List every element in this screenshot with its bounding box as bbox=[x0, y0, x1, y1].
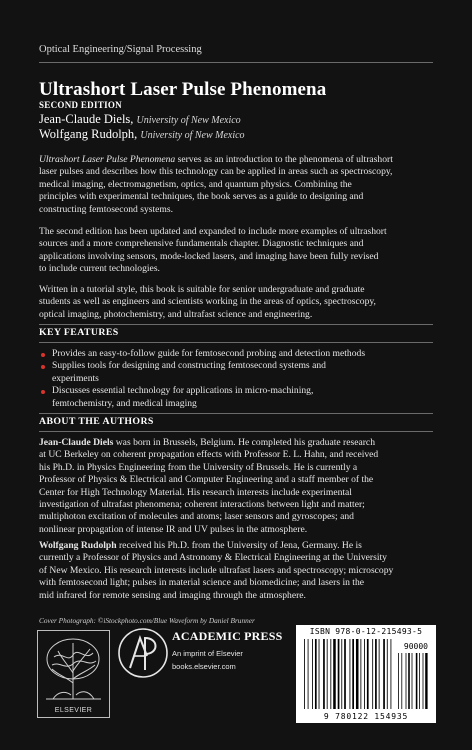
text-line: his Ph.D. in Physics Engineering from the University of Brussels. He is currently a bbox=[39, 461, 358, 473]
author-affiliation: University of New Mexico bbox=[140, 130, 245, 141]
text-line: femtochemistry, and medical imaging bbox=[52, 397, 197, 409]
series-label: Optical Engineering/Signal Processing bbox=[39, 44, 202, 55]
text-line: nonlinear propagation of intense IR and UV pulses in the atmosphere. bbox=[39, 523, 308, 535]
text-line: sources and a more comprehensive fundamentals chapter. Diagnostic techniques and bbox=[39, 238, 364, 250]
author-affiliation: University of New Mexico bbox=[136, 115, 241, 126]
divider bbox=[39, 342, 433, 343]
text-line: currently a Professor of Physics and Astronomy & Electrical Engineering at the University bbox=[39, 552, 387, 564]
isbn-number: ISBN 978-0-12-215493-5 bbox=[309, 627, 423, 636]
bullet-icon bbox=[41, 365, 45, 369]
barcode-bars-icon bbox=[296, 625, 436, 723]
key-features-heading: KEY FEATURES bbox=[39, 327, 119, 338]
text-line: applications involving sensors, mode-locked lasers, and imaging have been fully revised bbox=[39, 250, 379, 262]
divider bbox=[39, 62, 433, 63]
isbn-barcode bbox=[296, 625, 436, 723]
bio-name: Wolfgang Rudolph bbox=[39, 540, 117, 551]
text-line: multiphoton excitation of molecules and atoms; laser sensors and gyroscopes; and bbox=[39, 511, 354, 523]
bio-rudolph bbox=[39, 540, 439, 602]
book-title: Ultrashort Laser Pulse Phenomena bbox=[39, 79, 327, 100]
text-line: The second edition has been updated and expanded to include more examples of ultrashort bbox=[39, 226, 387, 237]
description-paragraph-3 bbox=[39, 284, 439, 321]
list-item bbox=[39, 385, 429, 410]
text-line: to include current technologies. bbox=[39, 263, 160, 275]
divider bbox=[39, 413, 433, 414]
publisher-block bbox=[172, 629, 282, 671]
price-code: 90000 bbox=[403, 642, 428, 651]
text-line: was born in Brussels, Belgium. He completed his graduate research bbox=[113, 437, 375, 448]
text-line: Discusses essential technology for applications in micro-machining, bbox=[52, 385, 314, 397]
elsevier-tree-icon bbox=[38, 633, 109, 705]
author-name: Jean-Claude Diels, bbox=[39, 112, 134, 126]
text-line: constructing femtosecond systems. bbox=[39, 203, 174, 215]
author-diels bbox=[39, 112, 241, 127]
bio-diels bbox=[39, 437, 439, 536]
text-line: Written in a tutorial style, this book is suitable for senior undergraduate and graduate bbox=[39, 284, 365, 295]
divider bbox=[39, 324, 433, 325]
bullet-icon bbox=[41, 353, 45, 357]
cover-photo-credit: Cover Photograph: ©iStockphoto.com/Blue Waveform by Daniel Brunner bbox=[39, 616, 255, 625]
text-line: laser pulses and describes how this technology can be applied in areas such as spectroscopy, bbox=[39, 166, 393, 178]
publisher-website: books.elsevier.com bbox=[172, 662, 236, 671]
elsevier-logo bbox=[37, 630, 110, 718]
text-line: with femtosecond light; pulses in material science and biomedicine; and lasers in the bbox=[39, 577, 365, 589]
description-paragraph-2 bbox=[39, 226, 439, 276]
author-rudolph bbox=[39, 127, 245, 142]
text-line: investigation of ultrafast phenomena; coherent interactions between light and matter; bbox=[39, 499, 365, 511]
text-line: optical imaging, photochemistry, and ultrafast science and engineering. bbox=[39, 308, 313, 320]
description-paragraph-1 bbox=[39, 154, 439, 216]
text-line: students as well as engineers and scientists working in the areas of optics, spectroscopy, bbox=[39, 296, 376, 308]
publisher-name: ACADEMIC PRESS bbox=[172, 629, 283, 643]
about-authors-heading: ABOUT THE AUTHORS bbox=[39, 416, 154, 427]
text-line: received his Ph.D. from the University of Jena, Germany. He is bbox=[116, 540, 362, 551]
bio-name: Jean-Claude Diels bbox=[39, 437, 114, 448]
text-line: experiments bbox=[52, 372, 99, 384]
inline-title: Ultrashort Laser Pulse Phenomena bbox=[39, 154, 176, 165]
divider bbox=[39, 431, 433, 432]
author-name: Wolfgang Rudolph, bbox=[39, 127, 138, 141]
edition-label: SECOND EDITION bbox=[39, 100, 122, 110]
text-line: at UC Berkeley on coherent propagation effects with Professor E. L. Hahn, and received bbox=[39, 449, 379, 461]
text-line: principles with experimental techniques, the book serves as a guide to designing and bbox=[39, 191, 364, 203]
text-line: of New Mexico. His research interests include ultrafast lasers and spectroscopy; microscopy bbox=[39, 564, 394, 576]
text-line: Provides an easy-to-follow guide for femtosecond probing and detection methods bbox=[52, 348, 366, 359]
academic-press-logo-icon bbox=[117, 626, 169, 680]
text-line: serves as an introduction to the phenomena of ultrashort bbox=[175, 154, 393, 165]
elsevier-label: ELSEVIER bbox=[54, 707, 93, 714]
text-line: medical imaging, electromagnetism, optics, and quantum physics. Combining the bbox=[39, 178, 352, 190]
publisher-imprint: An imprint of Elsevier bbox=[172, 649, 243, 658]
bullet-icon bbox=[41, 390, 45, 394]
list-item bbox=[39, 348, 429, 360]
text-line: Center for High Technology Material. His research interests include experimental bbox=[39, 486, 352, 498]
text-line: mid infrared for remote sensing and imaging through the atmosphere. bbox=[39, 589, 306, 601]
list-item bbox=[39, 360, 429, 385]
key-features-list bbox=[39, 348, 429, 410]
text-line: Supplies tools for designing and constructing femtosecond systems and bbox=[52, 360, 326, 372]
text-line: Professor of Physics & Electrical and Computer Engineering and a staff member of the bbox=[39, 474, 374, 486]
barcode-digits: 9 780122 154935 bbox=[323, 712, 409, 721]
